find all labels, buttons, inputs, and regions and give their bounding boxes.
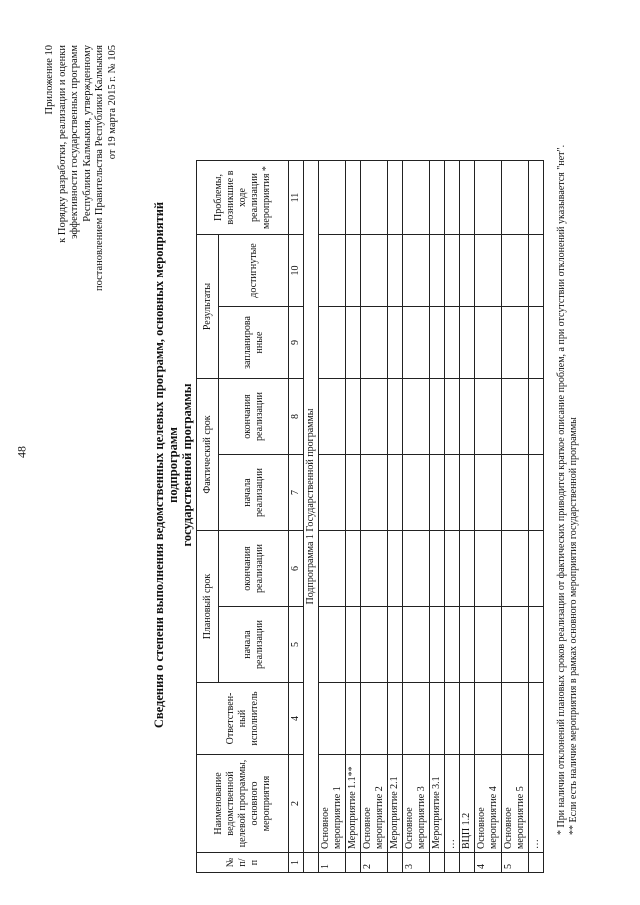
row-name: …: [529, 755, 544, 853]
empty-cell: [319, 607, 346, 683]
empty-cell: [445, 455, 460, 531]
empty-cell: [475, 607, 502, 683]
empty-cell: [502, 161, 529, 235]
empty-cell: [346, 455, 361, 531]
empty-cell: [529, 455, 544, 531]
row-name: Основное мероприятие 2: [361, 755, 388, 853]
empty-cell: [403, 683, 430, 755]
empty-cell: [502, 683, 529, 755]
empty-cell: [475, 379, 502, 455]
empty-cell: [529, 607, 544, 683]
col-number: 9: [289, 307, 304, 379]
empty-cell: [319, 307, 346, 379]
empty-cell: [403, 607, 430, 683]
col-number: 6: [289, 531, 304, 607]
empty-cell: [388, 235, 403, 307]
empty-cell: [445, 531, 460, 607]
table-row: [529, 161, 544, 873]
empty-cell: [475, 531, 502, 607]
empty-cell: [475, 683, 502, 755]
empty-cell: [475, 235, 502, 307]
empty-cell: [445, 607, 460, 683]
header-fact-start: начала реализации: [219, 455, 289, 531]
header-planned: запланирова нные: [219, 307, 289, 379]
empty-cell: [445, 307, 460, 379]
empty-cell: [430, 161, 445, 235]
row-number: [460, 853, 475, 873]
col-number: 7: [289, 455, 304, 531]
row-name: Основное мероприятие 4: [475, 755, 502, 853]
footnotes: [556, 65, 580, 865]
empty-cell: [346, 531, 361, 607]
appendix-line: постановлением Правительства Республики Калмыкия: [94, 45, 106, 292]
empty-cell: [460, 607, 475, 683]
row-name: Основное мероприятие 1: [319, 755, 346, 853]
col-number: 5: [289, 607, 304, 683]
table-row: [361, 161, 388, 873]
empty-cell: [430, 683, 445, 755]
empty-cell: [445, 161, 460, 235]
row-number: [445, 853, 460, 873]
document-title: [152, 165, 194, 765]
row-number: [430, 853, 445, 873]
row-name: Основное мероприятие 5: [502, 755, 529, 853]
empty-cell: [529, 161, 544, 235]
empty-cell: [388, 683, 403, 755]
empty-cell: [361, 683, 388, 755]
col-number: 11: [289, 161, 304, 235]
table-row: [430, 161, 445, 873]
empty-cell: [445, 379, 460, 455]
empty-cell: [346, 683, 361, 755]
appendix-line: Республики Калмыкия, утвержденному: [81, 45, 93, 222]
row-number: [346, 853, 361, 873]
table-row: [502, 161, 529, 873]
empty-cell: [388, 455, 403, 531]
empty-cell: [502, 235, 529, 307]
header-plan-end: окончания реализации: [219, 531, 289, 607]
header-problems: Проблемы, возникшие в ходе реализации мероприятия *: [197, 161, 289, 235]
empty-cell: [361, 531, 388, 607]
table-row: [319, 161, 346, 873]
empty-cell: [475, 455, 502, 531]
row-number: 2: [361, 853, 388, 873]
header-fact-end: окончания реализации: [219, 379, 289, 455]
row-number: 3: [403, 853, 430, 873]
empty-cell: [346, 161, 361, 235]
empty-cell: [388, 161, 403, 235]
empty-cell: [502, 531, 529, 607]
header-plan-start: начала реализации: [219, 607, 289, 683]
table-row: [388, 161, 403, 873]
row-name: ВЦП 1.2: [460, 755, 475, 853]
empty-cell: [319, 531, 346, 607]
empty-cell: [346, 607, 361, 683]
col-number: 10: [289, 235, 304, 307]
empty-cell: [430, 379, 445, 455]
empty-cell: [403, 455, 430, 531]
footnote-2: ** Если есть наличие мероприятия в рамках основного мероприятия государственной программы: [568, 417, 579, 835]
header-name: Наименование ведомственной целевой программы, основного мероприятия: [197, 755, 289, 853]
table-row: [445, 161, 460, 873]
empty-cell: [460, 379, 475, 455]
empty-cell: [529, 531, 544, 607]
empty-cell: [361, 235, 388, 307]
empty-cell: [388, 607, 403, 683]
row-number: [388, 853, 403, 873]
table-row: [403, 161, 430, 873]
appendix-line: Приложение 10: [44, 45, 55, 115]
empty-cell: [460, 683, 475, 755]
empty-cell: [361, 455, 388, 531]
footnote-1: * При наличии отклонений плановых сроков реализации от фактических приводится краткое описание проблем, а при отсутствии отклонений указывается "нет".: [556, 144, 567, 835]
report-table: [196, 160, 544, 873]
table-row: [346, 161, 361, 873]
row-number: 4: [475, 853, 502, 873]
row-name: Мероприятие 1.1**: [346, 755, 361, 853]
header-fact-period: Фактический срок: [197, 379, 219, 531]
table-rows: [319, 161, 544, 873]
empty-cell: [346, 235, 361, 307]
empty-cell: [361, 607, 388, 683]
col-number: 4: [289, 683, 304, 755]
empty-cell: [430, 455, 445, 531]
header-responsible: Ответствен-ный исполнитель: [197, 683, 289, 755]
empty-cell: [460, 235, 475, 307]
empty-cell: [403, 235, 430, 307]
col-number: 2: [289, 755, 304, 853]
empty-cell: [529, 379, 544, 455]
header-achieved: достигнутые: [219, 235, 289, 307]
appendix-line: эффективности государственных программ: [69, 45, 81, 239]
row-name: Основное мероприятие 3: [403, 755, 430, 853]
row-name: Мероприятие 2.1: [388, 755, 403, 853]
empty-cell: [319, 161, 346, 235]
empty-cell: [388, 531, 403, 607]
col-number: 1: [289, 853, 304, 873]
report-table-wrap: [196, 160, 544, 873]
table-row: [475, 161, 502, 873]
col-number: 8: [289, 379, 304, 455]
empty-cell: [445, 683, 460, 755]
empty-cell: [388, 307, 403, 379]
header-plan-period: Плановый срок: [197, 531, 219, 683]
empty-cell: [403, 161, 430, 235]
empty-cell: [361, 307, 388, 379]
empty-cell: [502, 379, 529, 455]
empty-cell: [502, 455, 529, 531]
row-name: …: [445, 755, 460, 853]
empty-cell: [460, 161, 475, 235]
empty-cell: [361, 379, 388, 455]
empty-cell: [403, 307, 430, 379]
empty-cell: [388, 379, 403, 455]
empty-cell: [430, 235, 445, 307]
title-line: Сведения о степени выполнения ведомственных целевых программ, основных мероприятий подпрограмм: [152, 201, 180, 729]
empty-cell: [502, 607, 529, 683]
empty-cell: [319, 455, 346, 531]
appendix-header: [44, 45, 120, 345]
empty-cell: [460, 455, 475, 531]
empty-cell: [529, 307, 544, 379]
empty-cell: [319, 379, 346, 455]
empty-cell: [529, 683, 544, 755]
row-name: Мероприятие 3.1: [430, 755, 445, 853]
empty-cell: [529, 235, 544, 307]
appendix-line: к Порядку разработки, реализации и оценки: [56, 45, 68, 243]
table-row: [460, 161, 475, 873]
subprogram-spacer: [304, 853, 319, 873]
empty-cell: [403, 379, 430, 455]
empty-cell: [475, 307, 502, 379]
empty-cell: [475, 161, 502, 235]
empty-cell: [319, 683, 346, 755]
empty-cell: [346, 379, 361, 455]
header-results: Результаты: [197, 235, 219, 379]
empty-cell: [445, 235, 460, 307]
title-line: государственной программы: [180, 383, 194, 547]
empty-cell: [430, 307, 445, 379]
header-num: № п/п: [197, 853, 289, 873]
empty-cell: [319, 235, 346, 307]
empty-cell: [460, 307, 475, 379]
empty-cell: [346, 307, 361, 379]
subprogram-row: Подпрограмма 1 Государственной программы: [304, 161, 319, 853]
empty-cell: [502, 307, 529, 379]
empty-cell: [403, 531, 430, 607]
row-number: [529, 853, 544, 873]
page-number: 48: [14, 446, 29, 458]
empty-cell: [460, 531, 475, 607]
row-number: 5: [502, 853, 529, 873]
empty-cell: [430, 531, 445, 607]
row-number: 1: [319, 853, 346, 873]
appendix-line: от 19 марта 2015 г. № 105: [106, 45, 118, 160]
empty-cell: [361, 161, 388, 235]
empty-cell: [430, 607, 445, 683]
